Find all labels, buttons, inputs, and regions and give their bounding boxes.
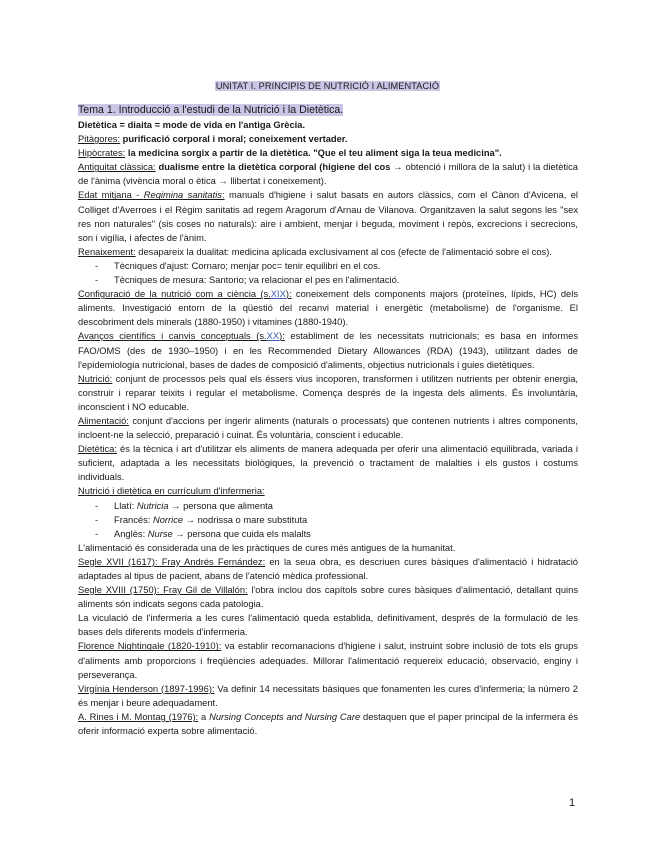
term-century-xx: XX	[266, 331, 280, 342]
paragraph-practiques: L'alimentació és considerada una de les pràctiques de cures més antigues de la humanitat.	[78, 542, 456, 553]
paragraph-rines-montag	[78, 710, 578, 738]
bullet-word: Nurse	[147, 528, 173, 539]
term-alimentacio: Alimentació:	[78, 415, 129, 426]
bullet-post: → persona que alimenta	[168, 500, 273, 511]
paragraph-edat-mitjana	[78, 188, 578, 244]
text-segle-xvii: en la seua obra, es descriuen cures bàsiques d'alimentació i hidratació adaptades al tipus de pacient, abans de l'atenció mèdica professional.	[78, 556, 578, 581]
paragraph-segle-xvii	[78, 555, 578, 583]
text-nightingale: va establir recomanacions d'higiene i salut, instruint sobre inclusió de tots els grups d'aliments amb proporcions i freqüències adequades. Millorar l'alimentació requereix educació, observació, enginy i perseverança.	[78, 641, 578, 680]
term-configuracio-end: ):	[285, 289, 292, 300]
bold-antiguitat: dualisme entre la dietètica corporal (higiene del cos	[155, 162, 391, 173]
text-rines-pre: a	[198, 711, 210, 722]
bullet-post: → nodrissa o mare substituta	[183, 514, 308, 525]
unit-title: UNITAT I. PRINCIPIS DE NUTRICIÓ I ALIMENTACIÓ	[215, 81, 440, 91]
bullet-text: Tècniques de mesura: Santorio; va relacionar el pes en l'alimentació.	[114, 275, 400, 286]
bullet-word: Nutricia	[136, 500, 169, 511]
bullet-text: Tècniques d'ajust: Cornaro; menjar poc= tenir equilibri en el cos.	[114, 260, 381, 271]
bullet-word: Norrice	[152, 514, 184, 525]
text-rines-montag: destaquen que el paper principal de la infermera és oferir informació experta sobre alimentació.	[78, 711, 578, 737]
text-pitagores: purificació corporal i moral; coneixement vertader.	[120, 134, 348, 145]
bullet-dash: -	[95, 275, 99, 286]
text-avancos: establiment de les necessitats nutricionals; es basa en informes FAO/OMS (des de 1930–1950) i en les Recommended Dietary Allowances (RDA) (1943), utilitzant dades de l'epidemiologia nutricional, bases de dades de composició d'aliments, objectius nutricionals i guies dietètiques.	[78, 331, 578, 370]
bullet-item	[78, 499, 578, 513]
text-alimentacio: conjunt d'accions per ingerir aliments (naturals o processats) que contenen nutrients i altres components, incloent-ne la selecció, preparació i cuinat. És voluntària, conscient i educable.	[78, 415, 578, 441]
term-pitagores: Pitàgores:	[78, 134, 121, 145]
bullet-pre: Llatí:	[114, 500, 137, 511]
text-segle-xviii: l'obra inclou dos capítols sobre cures bàsiques d'alimentació, detallant quins aliments són indicats segons cada patologia.	[78, 585, 579, 610]
paragraph-dietetica	[78, 442, 578, 484]
term-avancos: Avanços científics i canvis conceptuals (s.	[78, 331, 267, 342]
bullet-item	[78, 273, 578, 287]
term-nutricio: Nutrició:	[78, 373, 113, 384]
paragraph-henderson	[78, 682, 578, 710]
paragraph-dietetica-etymology: Dietètica = diaita = mode de vida en l'antiga Grècia.	[78, 120, 306, 130]
term-henderson: Virgínia Henderson (1897-1996):	[78, 683, 215, 694]
term-edat-mitjana: Edat mitjana -	[78, 190, 144, 201]
paragraph-configuracio	[78, 287, 578, 329]
paragraph-segle-xviii	[78, 583, 578, 611]
paragraph-antiguitat	[78, 160, 578, 188]
document-body	[78, 103, 578, 738]
term-segle-xvii: Segle XVII (1617): Fray Andrés Fernández:	[78, 556, 266, 567]
paragraph-alimentacio	[78, 414, 578, 442]
term-edat-end: :	[221, 190, 225, 201]
paragraph-nightingale	[78, 639, 578, 681]
bullet-pre: Francés:	[114, 514, 153, 525]
paragraph-curriculum: Nutrició i dietètica en currículum d'infermeria:	[78, 486, 265, 497]
text-nutricio: conjunt de processos pels qual els éssers vius incoporen, transformen i utilitzen nutrients per obtenir energia, construir i reparar teixits i regular el metabolisme. Comença després de la ingesta dels aliments. És involuntària, inconscient i NO educable.	[78, 373, 578, 412]
term-century-xix: XIX	[270, 289, 286, 300]
term-antiguitat: Antiguitat clàssica:	[78, 162, 156, 173]
paragraph-viculacio: La viculació de l'infermeria a les cures l'alimentació queda establida, definitivament, després de la formulació de les bases dels diferents models d'infermeria.	[78, 613, 578, 638]
bullet-item	[78, 513, 578, 527]
term-rines-montag: A. Rines i M. Montag (1976):	[78, 711, 199, 722]
bullet-pre: Anglès:	[114, 528, 148, 539]
paragraph-nutricio	[78, 372, 578, 414]
paragraph-renaixement	[78, 245, 578, 259]
text-configuracio: coneixement dels components majors (proteïnes, lípids, HC) dels aliments. Investigació entorn de la qüestió del recanvi material i energètic (metabolisme) de l'organisme. El descobriment dels minerals (1880-1950) i vitamines (1880-1940).	[78, 289, 579, 328]
unit-title-wrap	[0, 76, 655, 94]
text-edat-mitjana: manuals d'higiene i salut basats en autors clàssics, com el Cànon d'Avicena, el Colliget d'Averroes i el Règim sanitatis ad regem Aragorum d'Arnau de Vilanova. Organitzaven la salut segons les "sex res non naturales" (sis coses no naturals): aire i ambient, menjar i beguda, moviment i repòs, excrecions i secrecions, son i vigília, i afectes de l'ànim.	[78, 190, 579, 243]
paragraph-hipocrates	[78, 146, 578, 160]
bullet-post: → persona que cuida els malalts	[172, 528, 311, 539]
bullet-item	[78, 527, 578, 541]
book-title: Nursing Concepts and Nursing Care	[209, 711, 361, 722]
term-renaixement: Renaixement:	[78, 246, 136, 257]
term-avancos-end: ):	[279, 331, 285, 342]
term-nightingale: Florence Nightingale (1820-1910):	[78, 641, 222, 652]
bullet-dash: -	[95, 260, 99, 271]
page-number: 1	[569, 797, 576, 809]
paragraph-avancos	[78, 329, 578, 371]
bullet-dash: -	[95, 514, 99, 525]
term-segle-xviii: Segle XVIII (1750): Fray Gil de Villalón:	[78, 585, 248, 596]
term-configuracio: Configuració de la nutrició com a ciència (s.	[78, 289, 271, 300]
tema-heading-text: Tema 1. Introducció a l'estudi de la Nutrició i la Dietètica.	[78, 104, 344, 116]
bullet-dash: -	[95, 500, 99, 511]
text-henderson: Va definir 14 necessitats bàsiques que fonamenten les cures d'infermeria; la número 2 és menjar i beure adequadament.	[78, 683, 578, 708]
text-hipocrates: la medicina sorgix a partir de la dietètica. "Que el teu aliment siga la teua medicina".	[125, 148, 502, 159]
text-renaixement: desapareix la dualitat: medicina aplicada exclusivament al cos (efecte de l'alimentació sobre el cos).	[135, 246, 552, 257]
bullet-item	[78, 259, 578, 273]
term-dietetica: Dietètica:	[78, 444, 117, 455]
text-antiguitat: → obtenció i millora de la salut) i la dietètica de l'ànima (vivència moral o ètica → llibertat i coneixement).	[78, 162, 578, 187]
bullet-dash: -	[95, 528, 99, 539]
tema-heading	[78, 103, 578, 118]
paragraph-pitagores	[78, 132, 578, 146]
term-hipocrates: Hipòcrates:	[78, 148, 126, 159]
term-regimina: Regimina sanitatis	[143, 190, 222, 201]
text-dietetica: és la tècnica i art d'utilitzar els aliments de manera adequada per oferir una alimentació equilibrada, variada i suficient, adaptada a les necessitats biològiques, la prevenció o tractament de malalties i els gustos i costums individuals.	[78, 444, 578, 483]
